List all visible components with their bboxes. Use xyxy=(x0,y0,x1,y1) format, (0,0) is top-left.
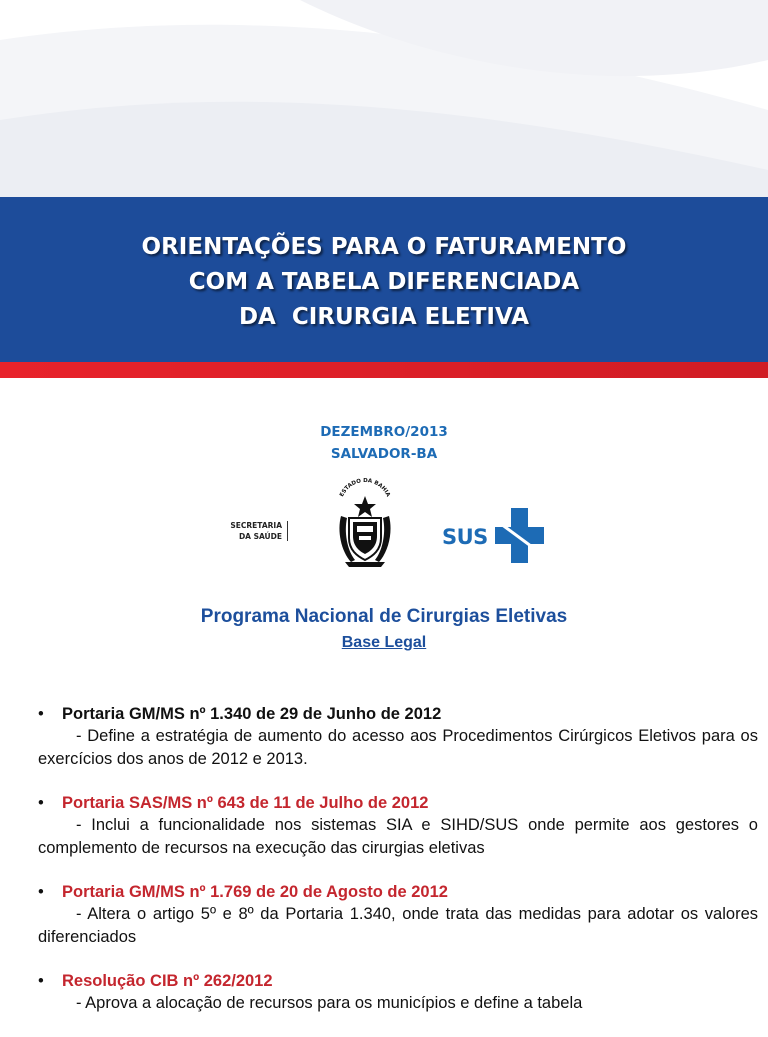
item-heading-text: Portaria GM/MS nº 1.769 de 20 de Agosto de 2012 xyxy=(62,883,448,901)
program-subtitle: Base Legal xyxy=(341,634,427,651)
list-item xyxy=(38,703,758,770)
event-location: SALVADOR-BA xyxy=(330,446,438,462)
secretaria-line-2: DA SAÚDE xyxy=(238,532,282,541)
item-heading-text: Portaria SAS/MS nº 643 de 11 de Julho de 2012 xyxy=(62,794,429,812)
red-stripe xyxy=(0,362,768,378)
secretaria-line-1: SECRETARIA xyxy=(230,521,282,530)
program-title: Programa Nacional de Cirurgias Eletivas xyxy=(200,606,568,627)
title-line-3: DA CIRURGIA ELETIVA xyxy=(238,304,530,330)
bullet-icon: • xyxy=(38,794,44,812)
title-line-1: ORIENTAÇÕES PARA O FATURAMENTO xyxy=(141,234,627,260)
bullet-icon: • xyxy=(38,972,44,990)
sus-cross-icon xyxy=(495,508,544,563)
sus-logo xyxy=(442,508,544,564)
bullet-icon: • xyxy=(38,705,44,723)
svg-text:ESTADO DA BAHIA: ESTADO DA BAHIA xyxy=(339,477,391,498)
sus-text: SUS xyxy=(442,525,488,549)
item-body: - Altera o artigo 5º e 8º da Portaria 1.340, onde trata das medidas para adotar os valores diferenciados xyxy=(38,905,758,946)
item-heading-text: Resolução CIB nº 262/2012 xyxy=(62,972,273,990)
item-heading-text: Portaria GM/MS nº 1.340 de 29 de Junho de 2012 xyxy=(62,705,442,723)
event-info xyxy=(0,421,768,465)
secretaria-logo xyxy=(226,520,282,544)
item-heading xyxy=(38,792,758,814)
event-date: DEZEMBRO/2013 xyxy=(320,424,448,440)
item-heading xyxy=(38,881,758,903)
item-body: - Aprova a alocação de recursos para os municípios e define a tabela xyxy=(76,994,583,1012)
item-heading xyxy=(38,703,758,725)
legal-basis-list xyxy=(38,703,758,1037)
coat-of-arms-icon xyxy=(331,476,399,568)
list-item xyxy=(38,792,758,859)
list-item xyxy=(38,970,758,1015)
bullet-icon: • xyxy=(38,883,44,901)
item-body: - Define a estratégia de aumento do acesso aos Procedimentos Cirúrgicos Eletivos para os exercícios dos anos de 2012 e 2013. xyxy=(38,727,758,768)
page-title xyxy=(0,230,768,335)
list-item xyxy=(38,881,758,948)
item-heading xyxy=(38,970,758,992)
item-body: - Inclui a funcionalidade nos sistemas SIA e SIHD/SUS onde permite aos gestores o complemento de recursos na execução das cirurgias eletivas xyxy=(38,816,758,857)
title-line-2: COM A TABELA DIFERENCIADA xyxy=(188,269,580,295)
background-swoosh xyxy=(0,0,768,200)
